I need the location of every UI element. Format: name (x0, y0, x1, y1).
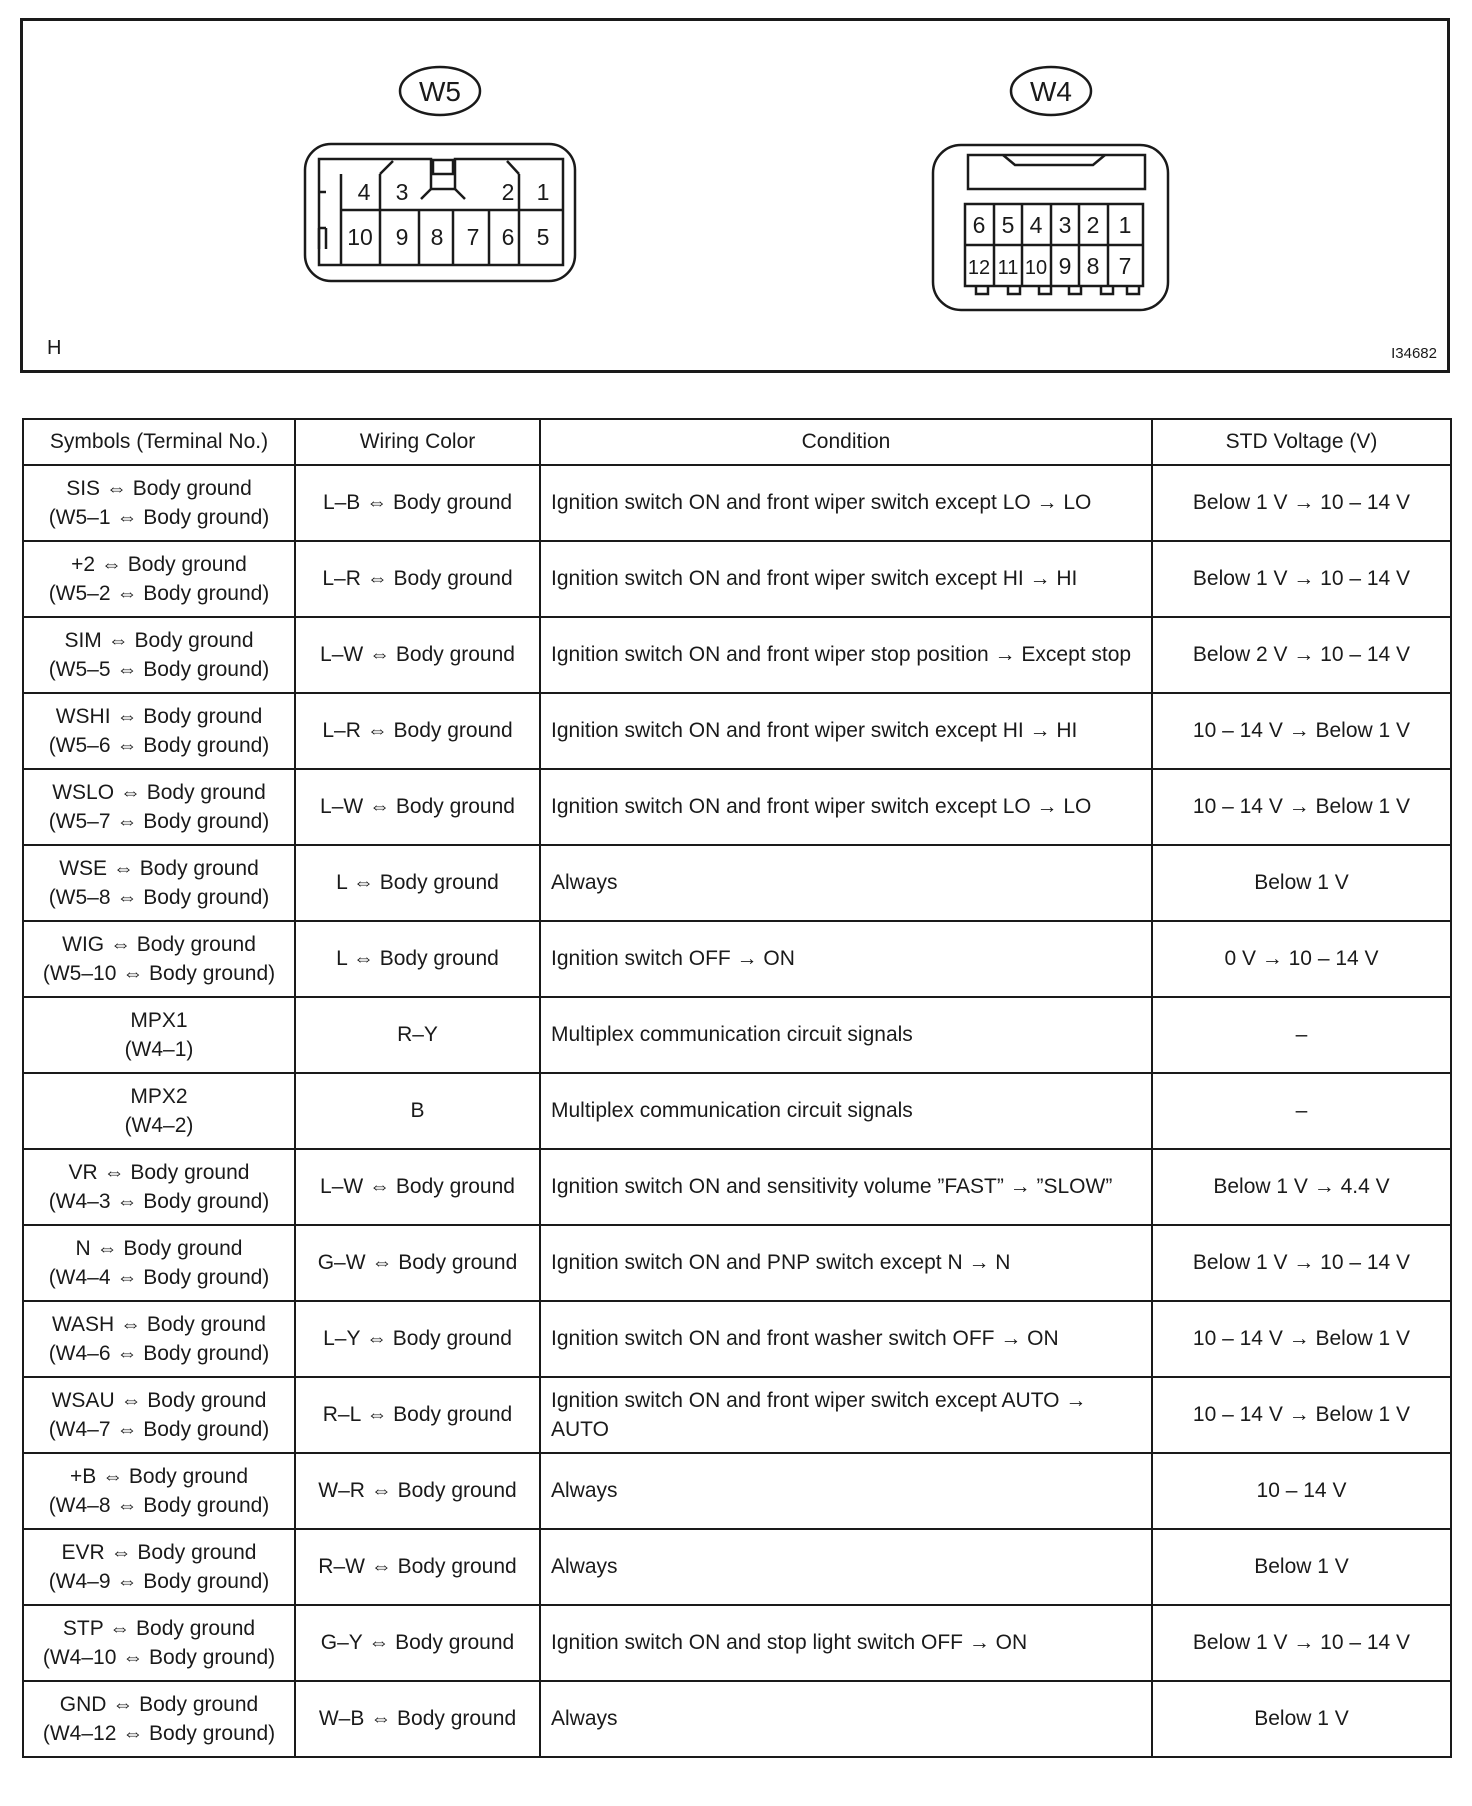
w4-pin-label: 1 (1118, 212, 1132, 238)
table-row (23, 769, 1451, 845)
w4-pin-label: 7 (1118, 253, 1132, 279)
w4-pin-label: 10 (1024, 257, 1048, 279)
std-voltage-cell: 10 – 14 V (1152, 1453, 1451, 1529)
symbol-cell (23, 921, 295, 997)
symbol-cell (23, 1225, 295, 1301)
terminal-symbol: STP ⇔ Body ground (62, 1616, 256, 1640)
figure-id: I34682 (1391, 345, 1437, 362)
table-row (23, 1225, 1451, 1301)
condition-cell: Always (540, 845, 1152, 921)
terminal-number: (W5–5 ⇔ Body ground) (48, 658, 270, 681)
symbol-cell (23, 845, 295, 921)
terminal-number: (W4–12 ⇔ Body ground) (42, 1722, 276, 1745)
std-voltage-cell: Below 1 V → 10 – 14 V (1152, 1225, 1451, 1301)
symbol-cell (23, 769, 295, 845)
condition-cell: Ignition switch ON and front wiper switch except HI → HI (540, 693, 1152, 769)
w4-pin-label: 5 (1001, 212, 1015, 238)
terminal-symbol: N ⇔ Body ground (75, 1236, 243, 1260)
wiring-color-cell: R–W ⇔ Body ground (295, 1529, 540, 1605)
w5-pin-label: 7 (466, 224, 480, 250)
condition-cell: Ignition switch ON and stop light switch OFF → ON (540, 1605, 1152, 1681)
std-voltage-cell: Below 1 V → 10 – 14 V (1152, 1605, 1451, 1681)
terminal-symbol: SIS ⇔ Body ground (66, 476, 252, 500)
terminal-number: (W4–6 ⇔ Body ground) (48, 1342, 270, 1365)
wiring-color-cell: L–W ⇔ Body ground (295, 1149, 540, 1225)
terminal-number: (W4–2) (124, 1114, 194, 1137)
condition-cell: Always (540, 1529, 1152, 1605)
table-row (23, 1301, 1451, 1377)
table-row (23, 1605, 1451, 1681)
terminal-symbol: +B ⇔ Body ground (69, 1464, 249, 1488)
w4-pin-label: 3 (1058, 212, 1072, 238)
table-row (23, 1073, 1451, 1149)
terminal-voltage-table (22, 418, 1452, 1758)
std-voltage-cell: Below 2 V → 10 – 14 V (1152, 617, 1451, 693)
w5-key (433, 160, 453, 174)
table-row (23, 997, 1451, 1073)
condition-cell: Always (540, 1453, 1152, 1529)
table-row (23, 693, 1451, 769)
std-voltage-cell: Below 1 V → 10 – 14 V (1152, 465, 1451, 541)
symbol-cell (23, 1529, 295, 1605)
symbol-cell (23, 1377, 295, 1453)
wiring-color-cell: R–L ⇔ Body ground (295, 1377, 540, 1453)
table-row (23, 617, 1451, 693)
condition-cell: Always (540, 1681, 1152, 1757)
terminal-symbol: WSE ⇔ Body ground (59, 856, 259, 880)
condition-cell: Multiplex communication circuit signals (540, 997, 1152, 1073)
symbol-cell (23, 1301, 295, 1377)
std-voltage-cell: Below 1 V (1152, 1529, 1451, 1605)
terminal-number: (W4–3 ⇔ Body ground) (48, 1190, 270, 1213)
w4-pin-label: 9 (1058, 253, 1072, 279)
connector-figure (20, 18, 1450, 373)
table-row (23, 541, 1451, 617)
std-voltage-cell: – (1152, 1073, 1451, 1149)
symbol-cell (23, 1149, 295, 1225)
w5-pin-label: 5 (536, 224, 550, 250)
wiring-color-cell: G–W ⇔ Body ground (295, 1225, 540, 1301)
wiring-color-cell: R–Y (295, 997, 540, 1073)
symbol-cell (23, 1681, 295, 1757)
symbol-cell (23, 997, 295, 1073)
table-row (23, 1149, 1451, 1225)
w4-latch (1003, 155, 1105, 165)
terminal-number: (W5–6 ⇔ Body ground) (48, 734, 270, 757)
terminal-number: (W5–2 ⇔ Body ground) (48, 582, 270, 605)
terminal-number: (W4–4 ⇔ Body ground) (48, 1266, 270, 1289)
w4-connector-top (968, 155, 1145, 189)
symbol-cell (23, 1453, 295, 1529)
wiring-color-cell: L ⇔ Body ground (295, 921, 540, 997)
table-row (23, 1377, 1451, 1453)
condition-cell: Ignition switch ON and front wiper switch except LO → LO (540, 769, 1152, 845)
condition-cell: Ignition switch ON and front wiper switch except HI → HI (540, 541, 1152, 617)
w4-pin-label: 11 (997, 257, 1019, 279)
terminal-number: (W4–1) (124, 1038, 194, 1061)
std-voltage-cell: – (1152, 997, 1451, 1073)
table-row (23, 845, 1451, 921)
w4-pin-label: 8 (1086, 253, 1100, 279)
w5-pin-label: 2 (501, 179, 515, 205)
terminal-number: (W5–7 ⇔ Body ground) (48, 810, 270, 833)
w5-pin-label: 3 (395, 179, 409, 205)
terminal-symbol: WSLO ⇔ Body ground (52, 780, 266, 804)
w5-pin-label: 10 (347, 224, 373, 250)
std-voltage-cell: 10 – 14 V → Below 1 V (1152, 693, 1451, 769)
symbol-cell (23, 541, 295, 617)
w4-pin-label: 6 (972, 212, 986, 238)
symbol-cell (23, 617, 295, 693)
terminal-symbol: MPX2 (130, 1084, 188, 1108)
terminal-number: (W5–1 ⇔ Body ground) (48, 506, 270, 529)
wiring-color-cell: L–R ⇔ Body ground (295, 541, 540, 617)
terminal-number: (W5–8 ⇔ Body ground) (48, 886, 270, 909)
terminal-symbol: WSAU ⇔ Body ground (51, 1388, 267, 1412)
terminal-symbol: WASH ⇔ Body ground (52, 1312, 266, 1336)
w4-pin-label: 2 (1086, 212, 1100, 238)
w4-label: W4 (1030, 76, 1072, 107)
symbol-cell (23, 693, 295, 769)
w5-label: W5 (419, 76, 461, 107)
terminal-symbol: MPX1 (130, 1008, 188, 1032)
terminal-symbol: SIM ⇔ Body ground (64, 628, 254, 652)
std-voltage-cell: 10 – 14 V → Below 1 V (1152, 769, 1451, 845)
w4-pin-label: 12 (967, 257, 991, 279)
terminal-number: (W4–10 ⇔ Body ground) (42, 1646, 276, 1669)
wiring-color-cell: L–Y ⇔ Body ground (295, 1301, 540, 1377)
table-row (23, 921, 1451, 997)
std-voltage-cell: 10 – 14 V → Below 1 V (1152, 1301, 1451, 1377)
std-voltage-cell: Below 1 V (1152, 845, 1451, 921)
w4-pin-label: 4 (1029, 212, 1043, 238)
std-voltage-cell: Below 1 V (1152, 1681, 1451, 1757)
w5-pin-label: 9 (395, 224, 409, 250)
connector-drawing (23, 21, 1447, 370)
terminal-number: (W4–9 ⇔ Body ground) (48, 1570, 270, 1593)
condition-cell: Ignition switch ON and front washer switch OFF → ON (540, 1301, 1152, 1377)
w4-cavity-grid (965, 204, 1143, 286)
wiring-color-cell: L–W ⇔ Body ground (295, 769, 540, 845)
table-row (23, 465, 1451, 541)
condition-cell: Ignition switch ON and front wiper switch except LO → LO (540, 465, 1152, 541)
figure-view-letter: H (47, 337, 62, 359)
w5-connector-housing (305, 144, 575, 281)
table-row (23, 1681, 1451, 1757)
wiring-color-cell: L–R ⇔ Body ground (295, 693, 540, 769)
terminal-symbol: GND ⇔ Body ground (59, 1692, 259, 1716)
condition-cell: Ignition switch ON and sensitivity volume ”FAST” → ”SLOW” (540, 1149, 1152, 1225)
table-row (23, 1529, 1451, 1605)
terminal-number: (W4–8 ⇔ Body ground) (48, 1494, 270, 1517)
header-condition: Condition (540, 419, 1152, 465)
wiring-color-cell: W–R ⇔ Body ground (295, 1453, 540, 1529)
terminal-number: (W4–7 ⇔ Body ground) (48, 1418, 270, 1441)
wiring-color-cell: L ⇔ Body ground (295, 845, 540, 921)
table-row (23, 1453, 1451, 1529)
w5-pin-label: 6 (501, 224, 515, 250)
header-std-voltage: STD Voltage (V) (1152, 419, 1451, 465)
wiring-color-cell: W–B ⇔ Body ground (295, 1681, 540, 1757)
std-voltage-cell: Below 1 V → 4.4 V (1152, 1149, 1451, 1225)
std-voltage-cell: 10 – 14 V → Below 1 V (1152, 1377, 1451, 1453)
condition-cell: Ignition switch ON and front wiper stop position → Except stop (540, 617, 1152, 693)
terminal-number: (W5–10 ⇔ Body ground) (42, 962, 276, 985)
header-symbols: Symbols (Terminal No.) (23, 419, 295, 465)
std-voltage-cell: 0 V → 10 – 14 V (1152, 921, 1451, 997)
symbol-cell (23, 1073, 295, 1149)
terminal-symbol: WIG ⇔ Body ground (62, 932, 256, 956)
w5-pin-label: 1 (536, 179, 550, 205)
header-wiring-color: Wiring Color (295, 419, 540, 465)
terminal-symbol: EVR ⇔ Body ground (61, 1540, 257, 1564)
condition-cell: Ignition switch ON and PNP switch except N → N (540, 1225, 1152, 1301)
std-voltage-cell: Below 1 V → 10 – 14 V (1152, 541, 1451, 617)
terminal-symbol: WSHI ⇔ Body ground (55, 704, 263, 728)
w5-pin-label: 8 (430, 224, 444, 250)
symbol-cell (23, 1605, 295, 1681)
wiring-color-cell: L–W ⇔ Body ground (295, 617, 540, 693)
condition-cell: Ignition switch ON and front wiper switch except AUTO → AUTO (540, 1377, 1152, 1453)
symbol-cell (23, 465, 295, 541)
wiring-color-cell: G–Y ⇔ Body ground (295, 1605, 540, 1681)
wiring-color-cell: L–B ⇔ Body ground (295, 465, 540, 541)
terminal-symbol: VR ⇔ Body ground (68, 1160, 250, 1184)
wiring-color-cell: B (295, 1073, 540, 1149)
w5-pin-label: 4 (357, 179, 371, 205)
condition-cell: Ignition switch OFF → ON (540, 921, 1152, 997)
terminal-symbol: +2 ⇔ Body ground (71, 552, 247, 576)
condition-cell: Multiplex communication circuit signals (540, 1073, 1152, 1149)
table-header-row (23, 419, 1451, 465)
